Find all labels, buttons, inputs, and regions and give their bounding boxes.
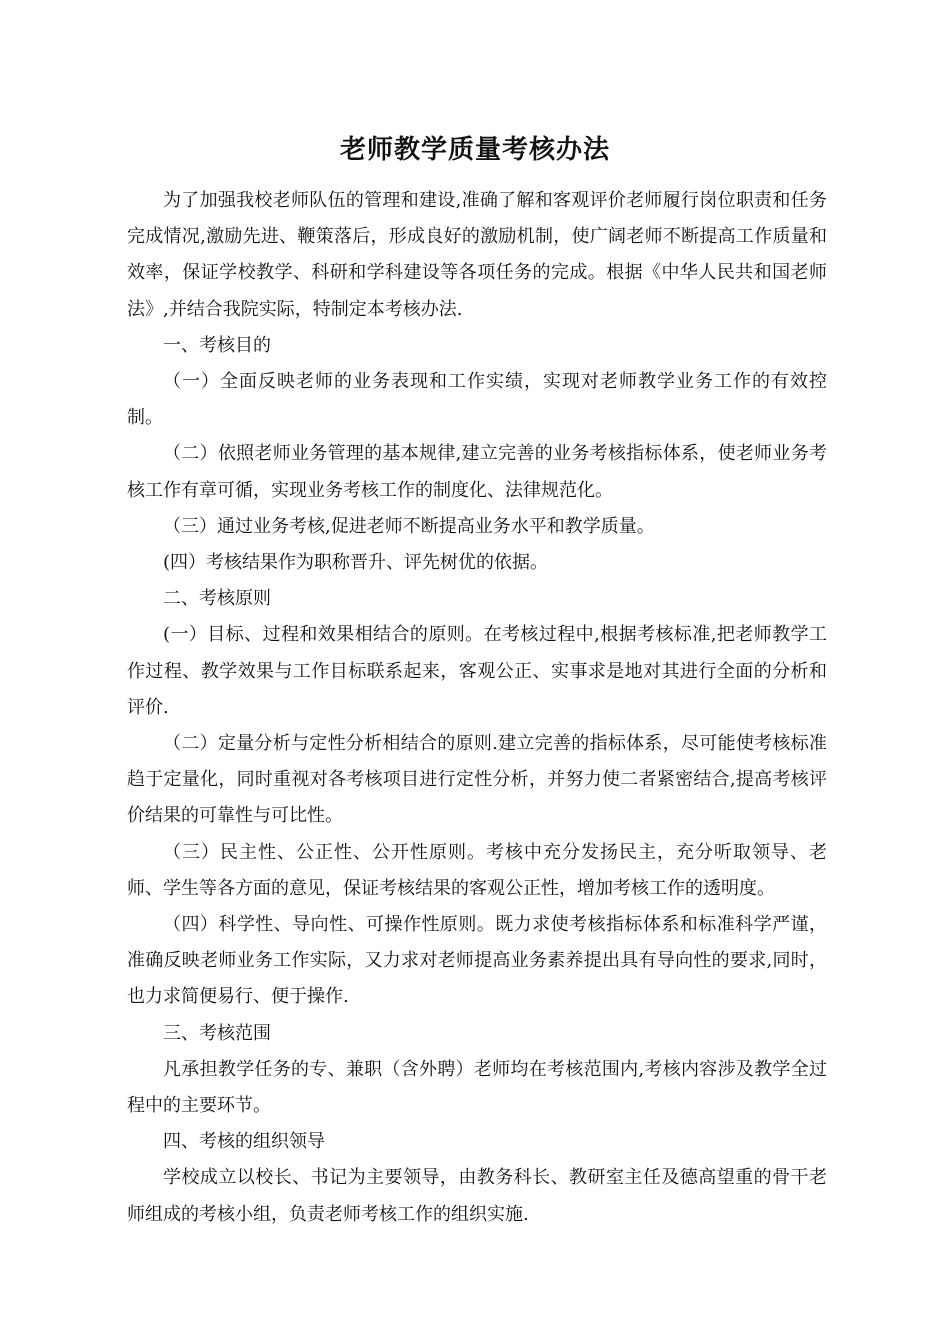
- purpose-item-3: （三）通过业务考核,促进老师不断提高业务水平和教学质量。: [163, 515, 655, 537]
- document-title: 老师教学质量考核办法: [339, 135, 610, 165]
- principle-item-2: （二）定量分析与定性分析相结合的原则.建立完善的指标体系，尽可能使考核标准趋于定量化，同时重视对各考核项目进行定性分析，并努力使二者紧密结合,提高考核评价结果的可靠性与可比性。: [127, 733, 827, 827]
- purpose-item-1: （一）全面反映老师的业务表现和工作实绩，实现对老师教学业务工作的有效控制。: [127, 371, 827, 429]
- scope-paragraph: 凡承担教学任务的专、兼职（含外聘）老师均在考核范围内,考核内容涉及教学全过程中的主要环节。: [127, 1058, 827, 1117]
- section-heading-purpose: 一、考核目的: [163, 334, 271, 356]
- purpose-item-4: (四）考核结果作为职称晋升、评先树优的依据。: [163, 552, 549, 574]
- section-heading-scope: 三、考核范围: [163, 1022, 271, 1044]
- intro-paragraph: 为了加强我校老师队伍的管理和建设,准确了解和客观评价老师履行岗位职责和任务完成情况,激励先进、鞭策落后，形成良好的激励机制，使广阔老师不断提高工作质量和效率，保证学校教学、科研和学科建设等各项任务的完成。根据《中华人民共和国老师法》,并结合我院实际，特制定本考核办法.: [127, 190, 827, 320]
- organization-paragraph: 学校成立以校长、书记为主要领导，由教务科长、教研室主任及德高望重的骨干老师组成的考核小组，负责老师考核工作的组织实施.: [127, 1167, 827, 1225]
- purpose-item-2: （二）依照老师业务管理的基本规律,建立完善的业务考核指标体系，使老师业务考核工作有章可循，实现业务考核工作的制度化、法律规范化。: [127, 443, 827, 501]
- principle-item-3: （三）民主性、公正性、公开性原则。考核中充分发扬民主，充分听取领导、老师、学生等各方面的意见，保证考核结果的客观公正性，增加考核工作的透明度。: [127, 841, 827, 899]
- principle-item-4: （四）科学性、导向性、可操作性原则。既力求使考核指标体系和标准科学严谨，准确反映老师业务工作实际，又力求对老师提高业务素养提出具有导向性的要求,同时，也力求简便易行、便于操作.: [127, 914, 827, 1008]
- section-heading-organization: 四、考核的组织领导: [163, 1131, 325, 1153]
- principle-item-1: (一）目标、过程和效果相结合的原则。在考核过程中,根据考核标准,把老师教学工作过程、教学效果与工作目标联系起来，客观公正、实事求是地对其进行全面的分析和评价.: [127, 624, 827, 718]
- document-body: [127, 183, 827, 1233]
- section-heading-principles: 二、考核原则: [163, 588, 271, 610]
